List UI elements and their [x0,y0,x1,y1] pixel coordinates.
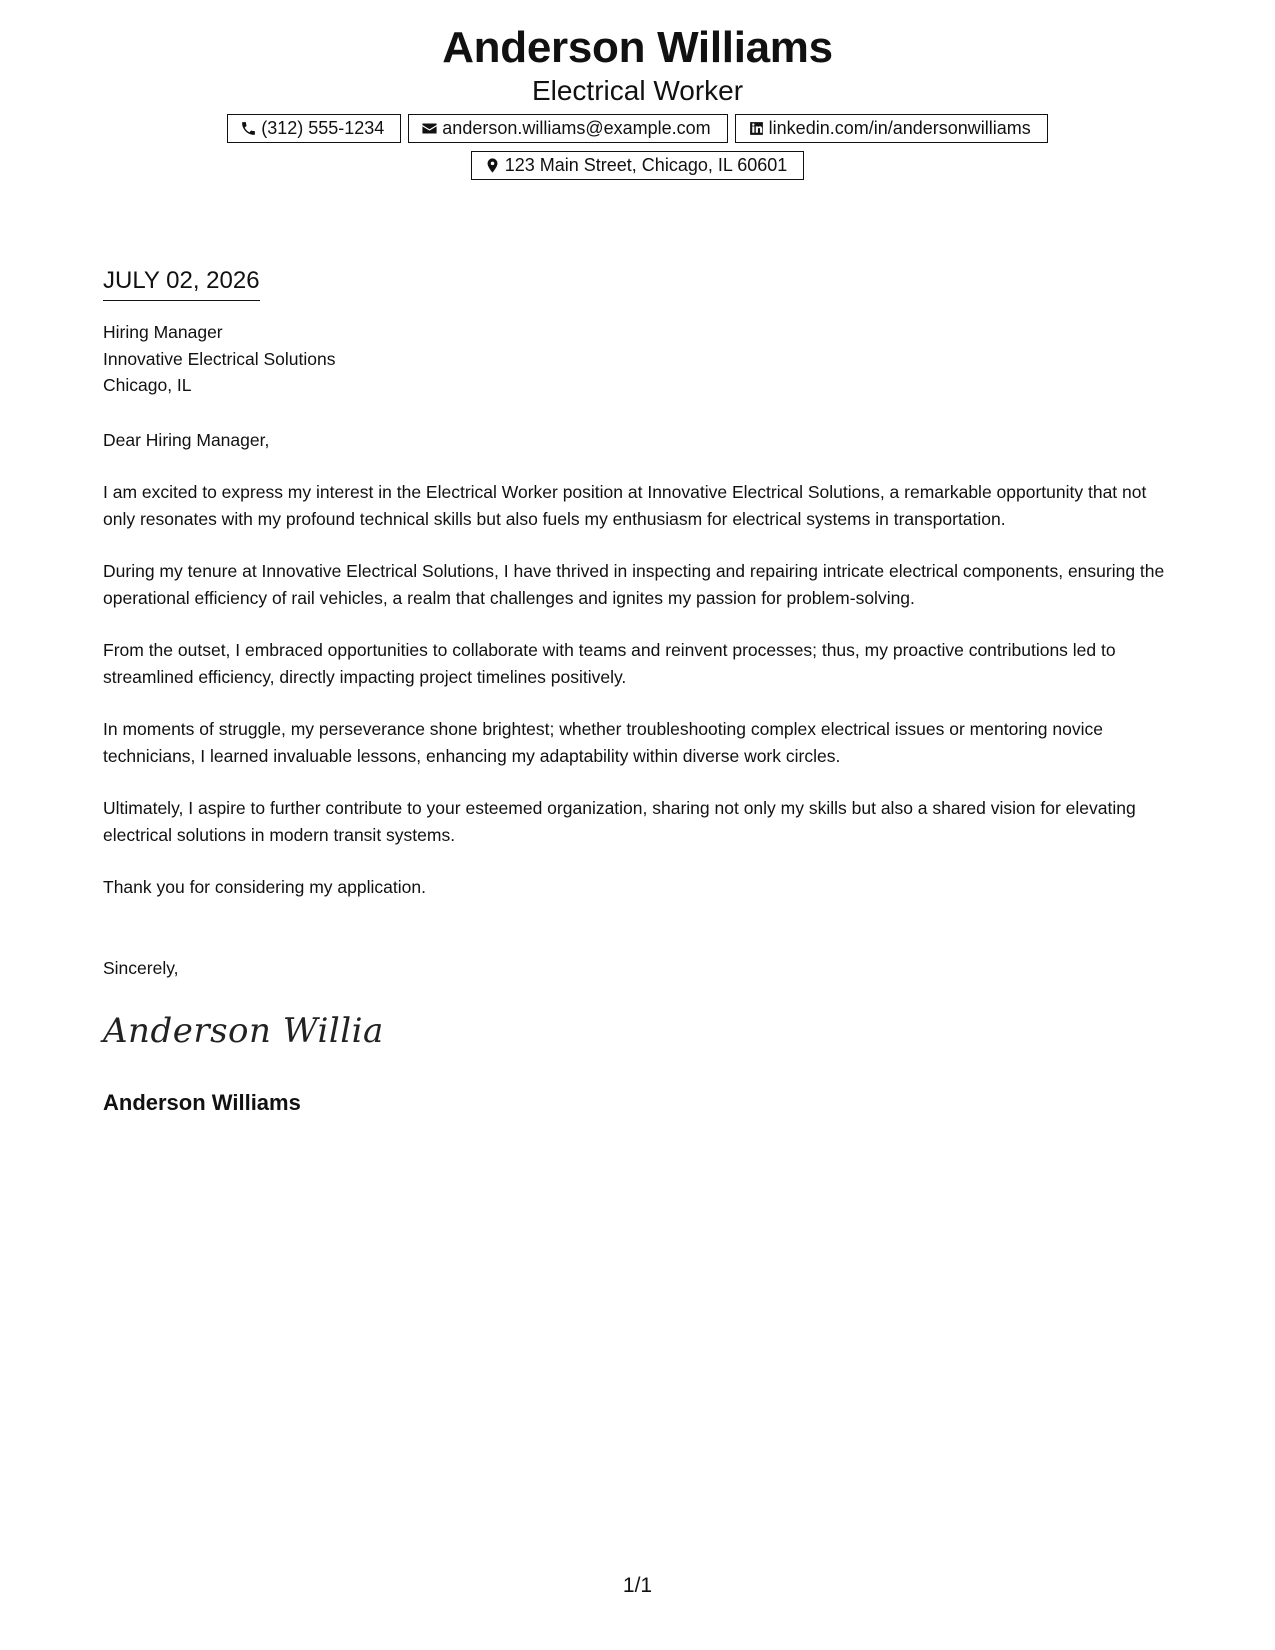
recipient-line: Chicago, IL [103,375,192,395]
linkedin-icon [748,120,765,137]
contact-linkedin-text: linkedin.com/in/andersonwilliams [768,118,1031,138]
contact-address-text: 123 Main Street, Chicago, IL 60601 [504,155,788,175]
salutation: Dear Hiring Manager, [103,429,270,450]
map-marker-icon [484,157,501,174]
page-number: 1/1 [622,1574,653,1597]
letter-body [103,264,1178,1117]
envelope-icon [421,120,438,137]
body-paragraph: I am excited to express my interest in the Electrical Worker position at Innovative Electrical Solutions, a remarkable opportunity that not only resonates with my profound technical skills but also fuels my enthusiasm for electrical systems in transportation. [103,482,1147,529]
contact-phone-text: (312) 555-1234 [261,118,385,138]
contact-email-text: anderson.williams@example.com [442,118,711,138]
contact-email[interactable] [408,114,727,143]
body-paragraph: During my tenure at Innovative Electrical Solutions, I have thrived in inspecting and repairing intricate electrical components, ensuring the operational efficiency of rail vehicles, a realm that challenges and ignites my passion for problem-solving. [103,561,1165,608]
recipient-line: Innovative Electrical Solutions [103,348,336,369]
letter-date: JULY 02, 2026 [103,264,260,301]
body-paragraph: Thank you for considering my application. [103,877,426,897]
body-paragraph: From the outset, I embraced opportunities to collaborate with teams and reinvent processes; thus, my proactive contributions led to streamlined efficiency, directly impacting project timelines positively. [103,640,1116,687]
body-paragraph: In moments of struggle, my perseverance shone brightest; whether troubleshooting complex electrical issues or mentoring novice technicians, I learned invaluable lessons, enhancing my adaptability within diverse work circles. [103,719,1103,766]
closing: Sincerely, [103,957,179,978]
letter-header [0,22,1275,180]
contact-row [0,114,1275,143]
applicant-title: Electrical Worker [531,75,744,106]
body-paragraph: Ultimately, I aspire to further contribute to your esteemed organization, sharing not only my skills but also a shared vision for elevating electrical solutions in modern transit systems. [103,798,1136,845]
recipient-line: Hiring Manager [103,322,223,342]
contact-row-2 [0,151,1275,180]
contact-address[interactable] [471,151,805,180]
contact-linkedin[interactable] [735,114,1048,143]
recipient-block [103,319,1178,399]
signature: Anderson Willia [103,1011,384,1051]
signer-name: Anderson Williams [103,1090,301,1115]
contact-phone[interactable] [227,114,401,143]
applicant-name: Anderson Williams [442,23,833,72]
phone-icon [240,120,257,137]
